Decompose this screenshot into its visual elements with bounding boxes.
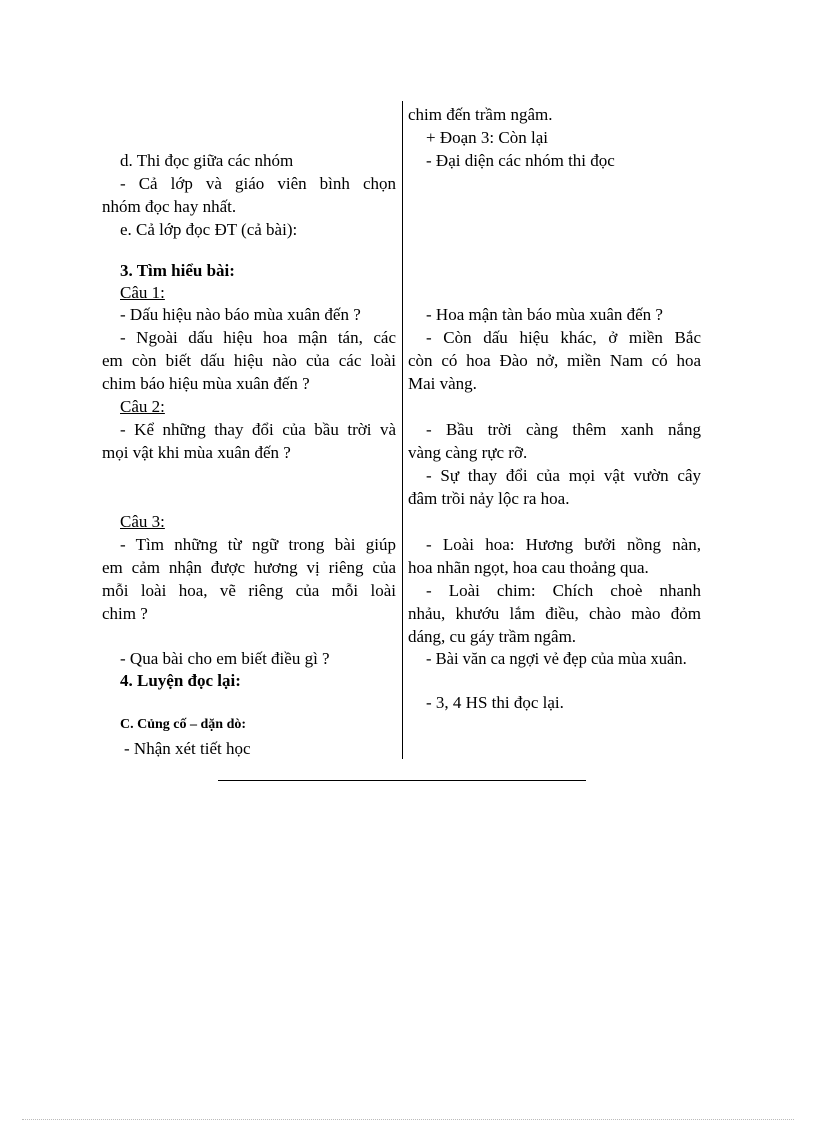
section-c-heading: C. Củng cố – dặn dò: <box>120 717 247 732</box>
answer-5-line-1: - Loài hoa: Hương bưởi nồng nàn, <box>426 535 701 554</box>
footer-border <box>22 1119 794 1120</box>
end-rule <box>218 780 586 781</box>
question-2-line-1: - Kể những thay đổi của bầu trời và <box>120 420 396 439</box>
answer-4-line-2: đâm trồi nảy lộc ra hoa. <box>408 489 570 508</box>
question-1-label: Câu 1: <box>120 283 165 302</box>
answer-7: - Bài văn ca ngợi vẻ đẹp của mùa xuân. <box>426 649 687 668</box>
answer-3-line-1: - Bầu trời càng thêm xanh nắng <box>426 420 701 439</box>
answer-2-line-1: - Còn dấu hiệu khác, ở miền Bắc <box>426 328 701 347</box>
question-1-b-line-3: chim báo hiệu mùa xuân đến ? <box>102 374 310 393</box>
question-1-b-line-2: em còn biết dấu hiệu nào của các loài <box>102 351 396 370</box>
question-3-line-4: chim ? <box>102 604 148 623</box>
vote-line-2: nhóm đọc hay nhất. <box>102 197 237 216</box>
e-heading: e. Cả lớp đọc ĐT (cả bài): <box>120 220 298 239</box>
section-3-heading: 3. Tìm hiểu bài: <box>120 261 235 280</box>
question-1-a: - Dấu hiệu nào báo mùa xuân đến ? <box>120 305 361 324</box>
answer-6-line-3: dáng, cu gáy trầm ngâm. <box>408 627 577 646</box>
d-heading: d. Thi đọc giữa các nhóm <box>120 151 294 170</box>
question-4: - Qua bài cho em biết điều gì ? <box>120 649 330 668</box>
remark-line: - Nhận xét tiết học <box>124 739 251 758</box>
vote-line-1: - Cả lớp và giáo viên bình chọn <box>120 174 396 193</box>
answer-3-line-2: vàng càng rực rỡ. <box>408 443 528 462</box>
question-3-line-3: mỗi loài hoa, vẽ riêng của mỗi loài <box>102 581 396 600</box>
answer-8: - 3, 4 HS thi đọc lại. <box>426 693 564 712</box>
question-3-label: Câu 3: <box>120 512 165 531</box>
section-4-heading: 4. Luyện đọc lại: <box>120 671 241 690</box>
doan-3-line: + Đoạn 3: Còn lại <box>426 128 548 147</box>
answer-2-line-3: Mai vàng. <box>408 374 477 393</box>
answer-5-line-2: hoa nhãn ngọt, hoa cau thoảng qua. <box>408 558 649 577</box>
question-1-b-line-1: - Ngoài dấu hiệu hoa mận tán, các <box>120 328 396 347</box>
answer-1: - Hoa mận tàn báo mùa xuân đến ? <box>426 305 663 324</box>
column-divider <box>402 101 403 759</box>
question-2-line-2: mọi vật khi mùa xuân đến ? <box>102 443 291 462</box>
right-top-line: chim đến trầm ngâm. <box>408 105 553 124</box>
question-2-label: Câu 2: <box>120 397 165 416</box>
question-3-line-2: em cảm nhận được hương vị riêng của <box>102 558 396 577</box>
answer-6-line-1: - Loài chim: Chích choè nhanh <box>426 581 701 600</box>
answer-2-line-2: còn có hoa Đào nở, miền Nam có hoa <box>408 351 701 370</box>
answer-6-line-2: nhảu, khướu lắm điều, chào mào đỏm <box>408 604 701 623</box>
question-3-line-1: - Tìm những từ ngữ trong bài giúp <box>120 535 396 554</box>
group-rep-line: - Đại diện các nhóm thi đọc <box>426 151 615 170</box>
answer-4-line-1: - Sự thay đổi của mọi vật vườn cây <box>426 466 701 485</box>
